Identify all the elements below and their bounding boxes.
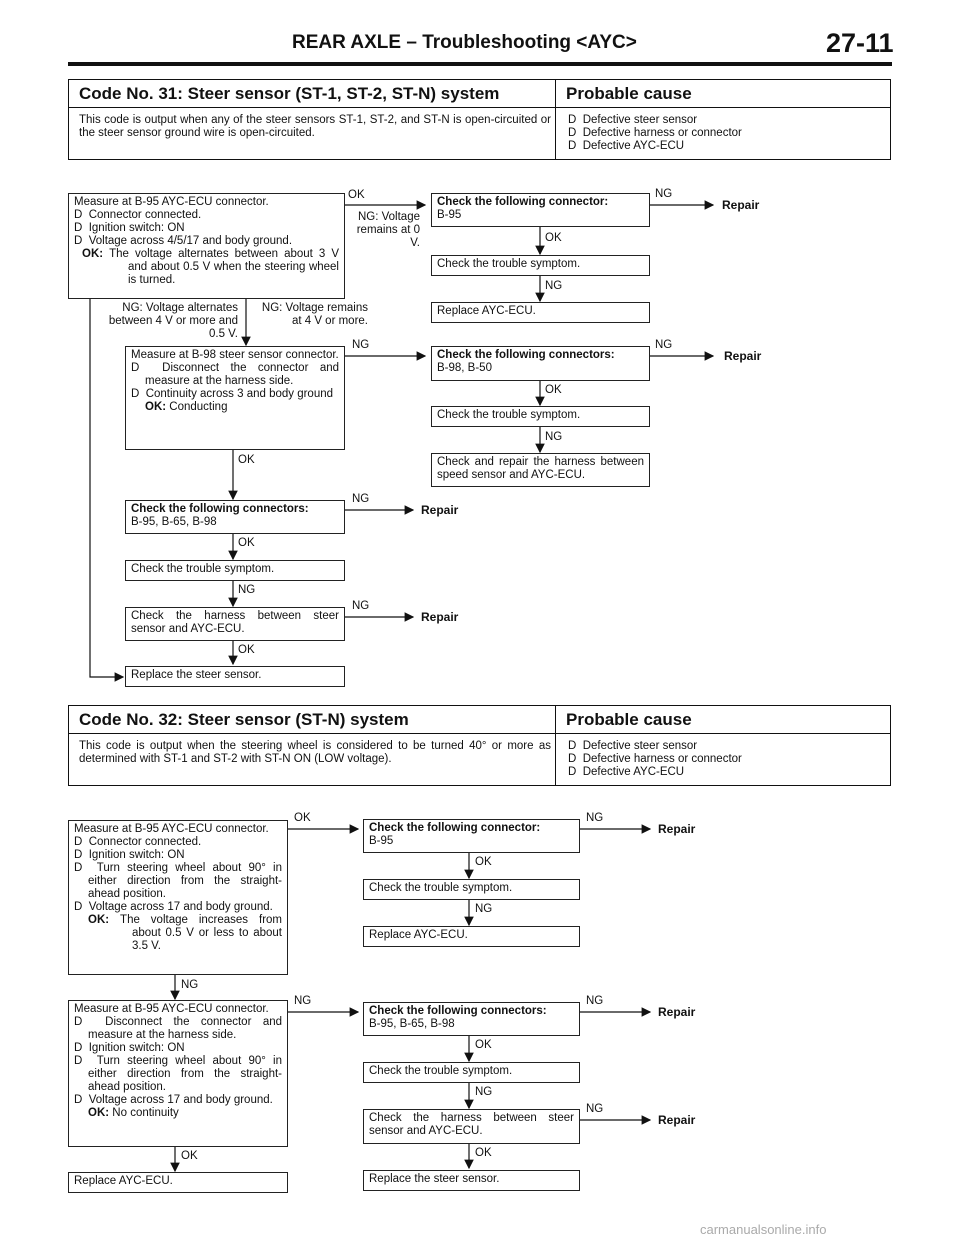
trouble-symptom-box: Check the trouble symptom.: [431, 255, 650, 276]
check-item: D Turn steering wheel about 90° in either direction from the straight-ahead position.: [74, 862, 283, 900]
ng-label: NG: [545, 431, 563, 443]
check-connector-b95-box: Check the following connector: B-95: [431, 193, 650, 227]
ok-criteria: OK: Conducting: [145, 401, 228, 413]
check-item: D Disconnect the connector and measure at the harness side.: [131, 362, 340, 387]
repair-label: Repair: [658, 822, 696, 836]
measure-b98-box: [125, 346, 345, 450]
repair-label: Repair: [722, 198, 760, 212]
page-number: 27-11: [826, 28, 894, 58]
repair-label: Repair: [658, 1005, 696, 1019]
check-item: D Voltage across 17 and body ground.: [74, 1094, 273, 1106]
harness-steer-sensor-box: Check the harness between steer sensor and AYC-ECU.: [125, 607, 345, 641]
code32-title: Code No. 32: Steer sensor (ST-N) system: [69, 706, 556, 733]
measure-b95-disconnected-box: [68, 1000, 288, 1147]
ng-label: NG: Voltage remains at 4 V or more.: [261, 302, 368, 327]
ok-label: OK: [181, 1150, 198, 1162]
harness-speed-sensor-box: Check and repair the harness between speed sensor and AYC-ECU.: [431, 453, 650, 487]
ng-label: NG: [352, 339, 370, 351]
ng-label: NG: [475, 1086, 493, 1098]
ok-label: OK: [238, 454, 255, 466]
ng-label: NG: [586, 995, 604, 1007]
ng-label: NG: [586, 812, 604, 824]
code31-description: This code is output when any of the steer sensors ST-1, ST-2, and ST-N is open-circuited or the steer sensor ground wire is open-circuited.: [69, 108, 556, 159]
check-connectors-b98-box: Check the following connectors: B-98, B-50: [431, 346, 650, 381]
ng-label: NG: [545, 280, 563, 292]
check-item: D Disconnect the connector and measure at the harness side.: [74, 1016, 283, 1041]
replace-ecu-box: Replace AYC-ECU.: [363, 926, 580, 947]
code32-description: This code is output when the steering wheel is considered to be turned 40° or more as determined with ST-1 and ST-2 with ST-N ON (LOW voltage).: [69, 734, 556, 785]
ok-label: OK: [238, 644, 255, 656]
ok-label: OK: [348, 189, 365, 201]
trouble-symptom-box: Check the trouble symptom.: [363, 1062, 580, 1083]
check-item: D Ignition switch: ON: [74, 222, 185, 234]
check-item: D Voltage across 17 and body ground.: [74, 901, 273, 913]
cause-item: D Defective AYC-ECU: [568, 766, 685, 778]
replace-ecu-box: Replace AYC-ECU.: [431, 302, 650, 323]
check-item: D Ignition switch: ON: [74, 1042, 185, 1054]
ng-label: NG: [655, 188, 673, 200]
measure-title: Measure at B-95 AYC-ECU connector.: [74, 823, 269, 835]
ng-label: NG: Voltage alternates between 4 V or more and 0.5 V.: [108, 302, 238, 340]
cause-item: D Defective harness or connector: [568, 127, 742, 139]
check-item: D Continuity across 3 and body ground: [131, 388, 334, 400]
ok-label: OK: [475, 856, 492, 868]
replace-steer-sensor-box: Replace the steer sensor.: [363, 1170, 580, 1191]
cause-item: D Defective harness or connector: [568, 753, 742, 765]
repair-label: Repair: [421, 610, 459, 624]
ng-label: NG: [181, 979, 199, 991]
ok-criteria: OK: The voltage increases from about 0.5 V or less to about 3.5 V.: [88, 914, 282, 952]
repair-label: Repair: [658, 1113, 696, 1127]
ok-label: OK: [294, 812, 311, 824]
ng-label: NG: [238, 584, 256, 596]
trouble-symptom-box: Check the trouble symptom.: [363, 879, 580, 900]
ng-label: NG: [294, 995, 312, 1007]
ng-label: NG: [475, 903, 493, 915]
code31-cause-header: Probable cause: [566, 84, 692, 103]
check-item: D Connector connected.: [74, 836, 202, 848]
check-connectors-b95-b65-b98-box: Check the following connectors: B-95, B-65, B-98: [363, 1002, 580, 1036]
trouble-symptom-box: Check the trouble symptom.: [431, 406, 650, 427]
trouble-symptom-box: Check the trouble symptom.: [125, 560, 345, 581]
cause-item: D Defective AYC-ECU: [568, 140, 685, 152]
repair-label: Repair: [724, 349, 762, 363]
harness-steer-sensor-box: Check the harness between steer sensor and AYC-ECU.: [363, 1109, 580, 1144]
code32-causes: [556, 734, 746, 785]
watermark: carmanualsonline.info: [700, 1222, 827, 1237]
check-item: D Turn steering wheel about 90° in either direction from the straight-ahead position.: [74, 1055, 283, 1093]
code31-title: Code No. 31: Steer sensor (ST-1, ST-2, ST-N) system: [69, 80, 556, 107]
repair-label: Repair: [421, 503, 459, 517]
ok-label: OK: [475, 1039, 492, 1051]
page-title: REAR AXLE – Troubleshooting <AYC>: [292, 32, 637, 53]
measure-b95-connected-box: [68, 820, 288, 975]
ok-label: OK: [475, 1147, 492, 1159]
ok-label: OK: [545, 384, 562, 396]
check-item: D Connector connected.: [74, 209, 202, 221]
measure-title: Measure at B-95 AYC-ECU connector.: [74, 1003, 269, 1015]
ng-label: NG: [655, 339, 673, 351]
cause-item: D Defective steer sensor: [568, 740, 698, 752]
replace-steer-sensor-box: Replace the steer sensor.: [125, 666, 345, 687]
ok-criteria: OK: The voltage alternates between about 3 V and about 0.5 V when the steering wheel is turned.: [82, 248, 339, 286]
cause-item: D Defective steer sensor: [568, 114, 698, 126]
measure-b95-box: [68, 193, 345, 299]
measure-title: Measure at B-98 steer sensor connector.: [131, 349, 339, 361]
check-connector-b95-box: Check the following connector: B-95: [363, 819, 580, 853]
ng-label: NG: [352, 600, 370, 612]
measure-title: Measure at B-95 AYC-ECU connector.: [74, 196, 269, 208]
ng-label: NG: Voltage remains at 0 V.: [356, 211, 420, 249]
replace-ecu-box: Replace AYC-ECU.: [68, 1172, 288, 1193]
check-item: D Voltage across 4/5/17 and body ground.: [74, 235, 293, 247]
ng-label: NG: [352, 493, 370, 505]
check-item: D Ignition switch: ON: [74, 849, 185, 861]
ok-label: OK: [545, 232, 562, 244]
code32-cause-header: Probable cause: [566, 710, 692, 729]
check-connectors-b95-b65-b98-box: Check the following connectors: B-95, B-65, B-98: [125, 500, 345, 534]
code32-table: [68, 705, 891, 786]
ok-criteria: OK: No continuity: [88, 1107, 179, 1119]
ok-label: OK: [238, 537, 255, 549]
ng-label: NG: [586, 1103, 604, 1115]
